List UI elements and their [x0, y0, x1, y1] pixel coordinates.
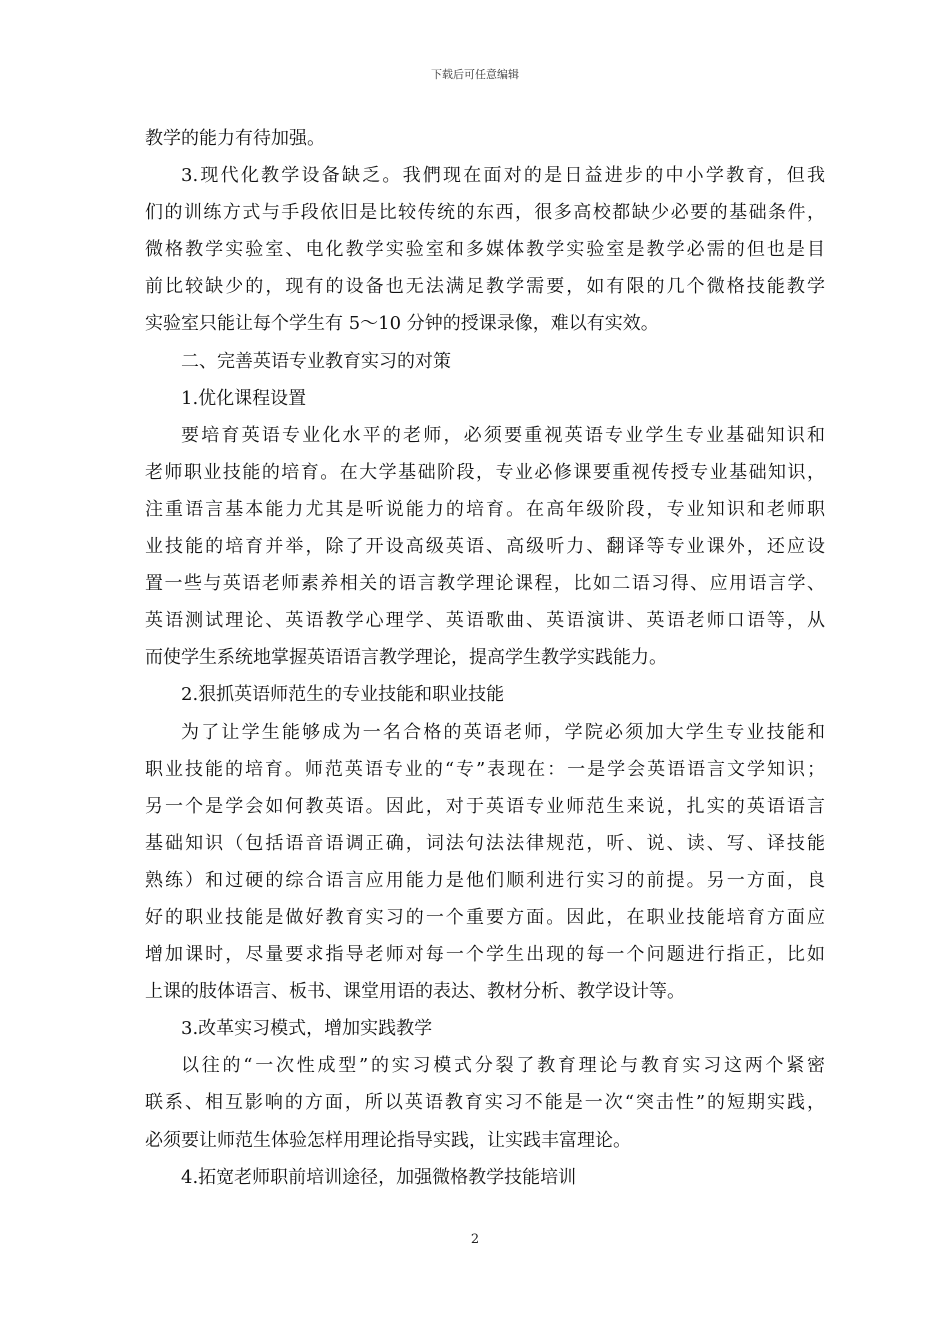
text-line: 微格教学实验室、电化教学实验室和多媒体教学实验室是教学必需的但也是目: [145, 239, 825, 261]
text-line: 业技能的培育并举，除了开设高级英语、高级听力、翻译等专业课外，还应设: [145, 536, 825, 558]
paragraph-course-setting: [145, 417, 825, 677]
subheading: 4.拓宽老师职前培训途径，加强微格教学技能培训: [181, 1166, 577, 1188]
text-line: 以往的“一次性成型”的实习模式分裂了教育理论与教育实习这两个紧密: [181, 1055, 825, 1077]
text-line: 老师职业技能的培育。在大学基础阶段，专业必修课要重视传授专业基础知识，: [145, 461, 825, 483]
text-line: 为了让学生能够成为一名合格的英语老师，学院必须加大学生专业技能和: [181, 721, 825, 743]
text-line: 前比较缺少的，现有的设备也无法满足教学需要，如有限的几个微格技能教学: [145, 276, 825, 298]
paragraph-equipment-shortage: [145, 157, 825, 342]
text-line: 基础知识（包括语音语调正确，词法句法法律规范，听、说、读、写、译技能: [145, 832, 825, 854]
subheading-optimize-courses: [145, 380, 825, 417]
text-line: 们的训练方式与手段依旧是比较传统的东西，很多高校都缺少必要的基础条件，: [145, 202, 825, 224]
paragraph-skills-training: [145, 714, 825, 1011]
document-body: [145, 120, 825, 1196]
text-line: 注重语言基本能力尤其是听说能力的培育。在高年级阶段，专业知识和老师职: [145, 498, 825, 520]
section-heading: 二、完善英语专业教育实习的对策: [181, 350, 451, 372]
section-heading-countermeasures: [145, 343, 825, 380]
text-line: 实验室只能让每个学生有 5～10 分钟的授课录像，难以有实效。: [145, 313, 659, 335]
text-line: 另一个是学会如何教英语。因此，对于英语专业师范生来说，扎实的英语语言: [145, 795, 825, 817]
text-line: 职业技能的培育。师范英语专业的“专”表现在：一是学会英语语言文学知识；: [145, 758, 825, 780]
page-number: 2: [470, 1232, 480, 1247]
text-line: 英语测试理论、英语教学心理学、英语歌曲、英语演讲、英语老师口语等，从: [145, 610, 825, 632]
text-line: 置一些与英语老师素养相关的语言教学理论课程，比如二语习得、应用语言学、: [145, 573, 825, 595]
text-line: 而使学生系统地掌握英语语言教学理论，提高学生教学实践能力。: [145, 647, 667, 669]
text-line: 要培育英语专业化水平的老师，必须要重视英语专业学生专业基础知识和: [181, 424, 825, 446]
subheading: 3.改革实习模式，增加实践教学: [181, 1018, 433, 1040]
text-line: 熟练）和过硬的综合语言应用能力是他们顺利进行实习的前提。另一方面，良: [145, 869, 825, 891]
subheading-pre-service-training: [145, 1159, 825, 1196]
text-line: 上课的肢体语言、板书、课堂用语的表达、教材分析、教学设计等。: [145, 981, 685, 1003]
text-line: 必须要让师范生体验怎样用理论指导实践，让实践丰富理论。: [145, 1129, 631, 1151]
text-line: 3.现代化教学设备缺乏。我們现在面对的是日益进步的中小学教育，但我: [181, 165, 825, 187]
text-line: 教学的能力有待加强。: [145, 128, 325, 149]
subheading: 2.狠抓英语师范生的专业技能和职业技能: [181, 684, 505, 706]
subheading-internship-reform: [145, 1010, 825, 1047]
text-line: 联系、相互影响的方面，所以英语教育实习不能是一次“突击性”的短期实践，: [145, 1092, 825, 1114]
text-line: 好的职业技能是做好教育实习的一个重要方面。因此，在职业技能培育方面应: [145, 906, 825, 928]
paragraph-internship-model: [145, 1047, 825, 1158]
subheading-skills: [145, 676, 825, 713]
page-header: 下载后可任意编辑: [431, 68, 519, 81]
subheading: 1.优化课程设置: [181, 387, 307, 409]
paragraph-ability-note: [145, 120, 825, 157]
text-line: 增加课时，尽量要求指导老师对每一个学生出现的每一个问题进行指正，比如: [145, 944, 825, 966]
